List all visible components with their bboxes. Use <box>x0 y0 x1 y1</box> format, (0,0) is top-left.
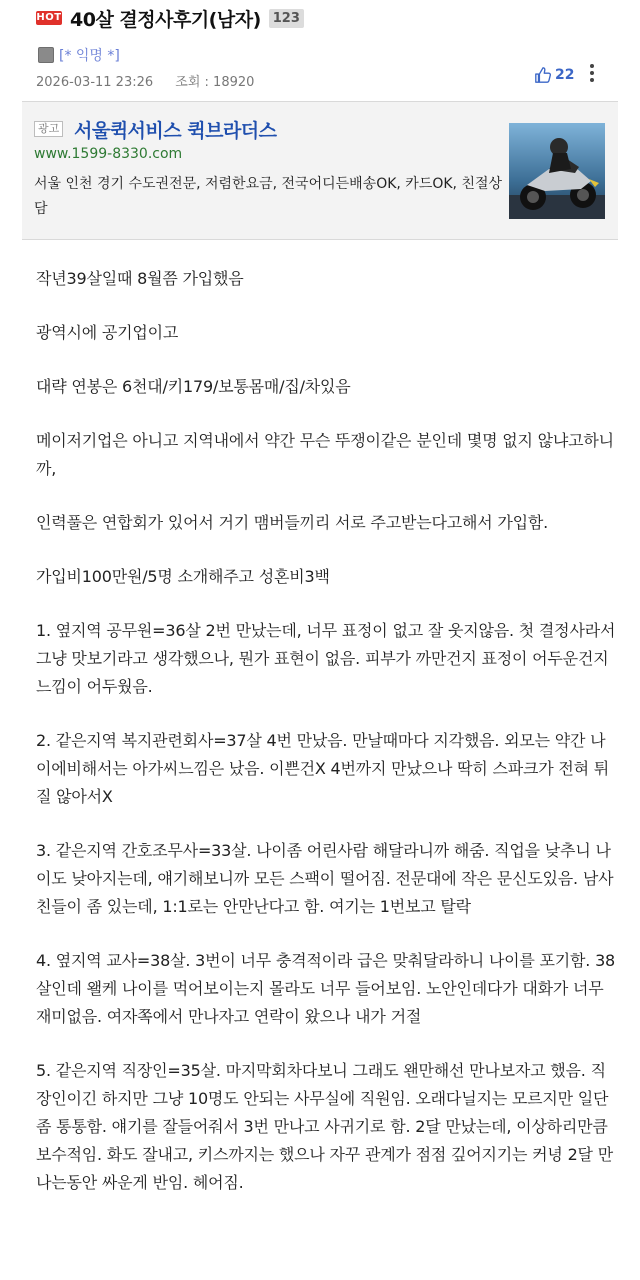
post-body <box>36 265 618 1197</box>
thumbs-up-icon <box>534 66 552 84</box>
like-count: 22 <box>555 67 575 83</box>
body-paragraph: 인력풀은 연합회가 있어서 거기 맴버들끼리 서로 주고받는다고해서 가입함. <box>36 513 549 532</box>
ad-title[interactable]: 서울퀵서비스 퀵브라더스 <box>74 120 277 142</box>
ad-tag: 광고 <box>34 121 63 137</box>
title-row <box>36 4 304 32</box>
body-paragraph: 광역시에 공기업이고 <box>36 323 179 342</box>
more-options-icon[interactable] <box>586 62 598 86</box>
hot-badge: HOT <box>36 12 62 23</box>
ad-url[interactable]: www.1599-8330.com <box>34 146 183 162</box>
body-paragraph: 메이저기업은 아니고 지역내에서 약간 무슨 뚜쟁이같은 분인데 몇명 없지 않냐고하니까, <box>36 431 614 478</box>
post-title: 40살 결정사후기(남자) <box>70 8 261 31</box>
body-paragraph: 작년39살일때 8월쯤 가입했음 <box>36 269 244 288</box>
post-datetime: 2026-03-11 23:26 <box>36 75 154 90</box>
post-meta <box>36 71 272 90</box>
motorcycle-rider-image[interactable] <box>509 123 605 219</box>
user-level-icon <box>38 47 54 63</box>
author-row <box>38 45 120 65</box>
ad-banner[interactable] <box>22 101 618 240</box>
body-paragraph: 2. 같은지역 복지관련회사=37살 4번 만났음. 만날때마다 지각했음. 외모는 약간 나이에비해서는 아가씨느낌은 났음. 이쁜건X 4번까지 만났으나 딱히 스파크가 전혀 튀질 않아서X <box>36 731 610 806</box>
post-header <box>0 0 640 100</box>
body-paragraph: 가입비100만원/5명 소개해주고 성혼비3백 <box>36 567 330 586</box>
author-name[interactable]: [* 익명 *] <box>59 48 120 64</box>
body-paragraph: 대략 연봉은 6천대/키179/보통몸매/집/차있음 <box>36 377 351 396</box>
body-paragraph: 1. 옆지역 공무원=36살 2번 만났는데, 너무 표정이 없고 잘 웃지않음. 첫 결정사라서 그냥 맛보기라고 생각했으나, 뭔가 표현이 없음. 피부가 까만건지 표정이 어두운건지 느낌이 어두웠음. <box>36 621 616 696</box>
view-count: 조회 : 18920 <box>175 75 255 90</box>
body-paragraph: 4. 옆지역 교사=38살. 3번이 너무 충격적이라 급은 맞춰달라하니 나이를 포기함. 38살인데 왤케 나이를 먹어보이는지 몰라도 너무 들어보임. 노안인데다가 대화가 너무 재미없음. 여자쪽에서 만나자고 연락이 왔으나 내가 거절 <box>36 951 616 1026</box>
body-paragraph: 5. 같은지역 직장인=35살. 마지막회차다보니 그래도 왠만해선 만나보자고 했음. 직장인이긴 하지만 그냥 10명도 안되는 사무실에 직원임. 오래다닐지는 모르지만 일단 좀 통통함. 얘기를 잘들어줘서 3번 만나고 사귀기로 함. 2달 만났는데, 이상하리만큼 보수적임. 화도 잘내고, 키스까지는 했으나 자꾸 관계가 점점 깊어지기는 커녕 2달 만나는동안 싸운게 반임. 헤어짐. <box>36 1061 613 1192</box>
comment-count-badge[interactable]: 123 <box>269 9 304 28</box>
ad-description: 서울 인천 경기 수도권전문, 저렴한요금, 전국어디든배송OK, 카드OK, 친절상담 <box>34 176 503 217</box>
body-paragraph: 3. 같은지역 간호조무사=33살. 나이좀 어린사람 해달라니까 해줌. 직업을 낮추니 나이도 낮아지는데, 얘기해보니까 모든 스팩이 떨어짐. 전문대에 작은 문신도있음. 남사친들이 좀 있는데, 1:1로는 안만난다고 함. 여기는 1번보고 탈락 <box>36 841 614 916</box>
like-button[interactable] <box>534 66 574 84</box>
